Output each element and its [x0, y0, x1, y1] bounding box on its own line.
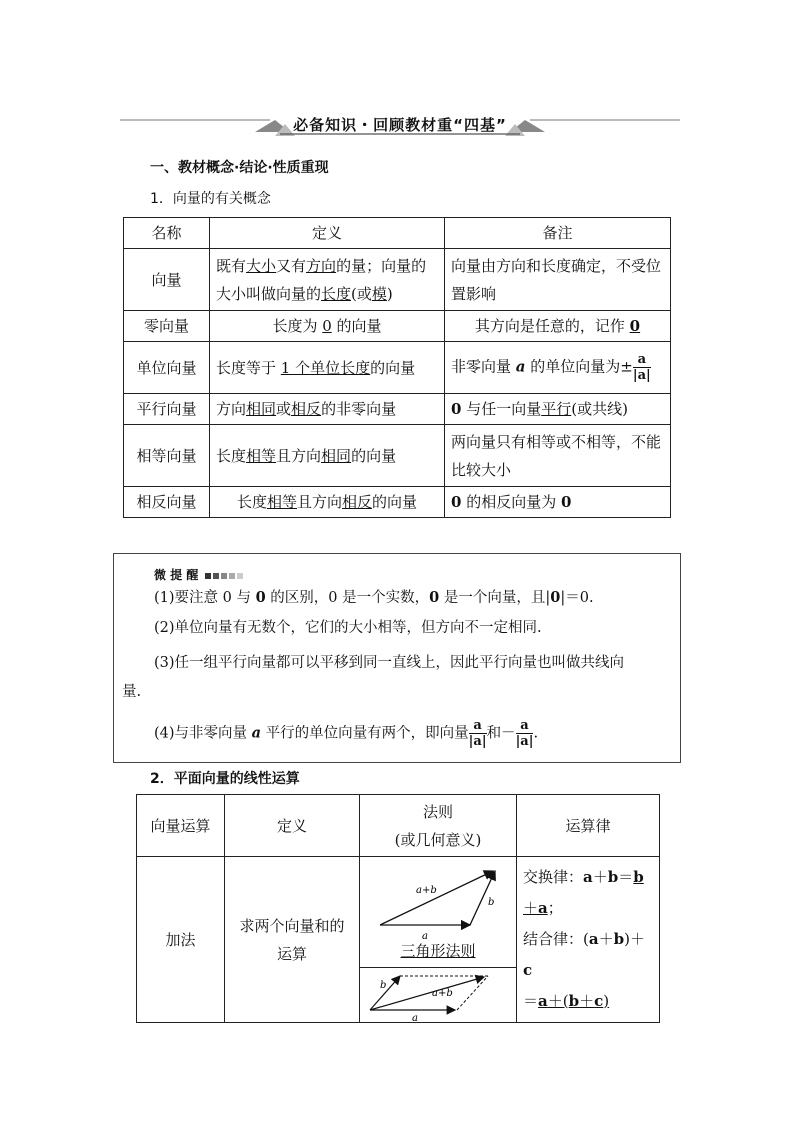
tip-item-1: (1)要注意 0 与 0 的区别，0 是一个实数，0 是一个向量，且|0|＝0.	[154, 589, 594, 606]
commutative-law: 交换律：a＋b＝b ＋a；	[523, 868, 644, 917]
tip-item-3-cont: 量.	[122, 684, 142, 700]
header-definition: 定义	[225, 795, 360, 857]
parallelogram-rule-diagram	[360, 968, 517, 1022]
row-note: 0 与任一向量平行(或共线)	[445, 394, 671, 425]
banner-title: 必备知识・回顾教材重“四基”	[293, 116, 507, 134]
vector-concepts-table	[123, 217, 671, 518]
row-note: 非零向量 a 的单位向量为± $\frac{a}{|a|}$	[445, 342, 671, 394]
row-definition: 长度等于 1 个单位长度的向量	[210, 342, 445, 394]
tri-label-sum: a+b	[416, 885, 437, 896]
table-row	[124, 487, 671, 518]
op-laws	[517, 857, 660, 1023]
table-row	[124, 342, 671, 394]
triangle-rule-diagram	[360, 863, 517, 943]
para-label-sum: a+b	[432, 988, 453, 999]
section1-heading: 一、教材概念·结论·性质重现	[150, 160, 329, 176]
table-header-row	[137, 795, 660, 857]
table-row	[137, 857, 660, 1023]
row-note: 0 的相反向量为 0	[445, 487, 671, 518]
op-rule	[360, 857, 517, 1023]
header-note: 备注	[445, 218, 671, 249]
row-definition: 长度相等且方向相反的向量	[210, 487, 445, 518]
tip-box	[113, 553, 681, 763]
table-row	[124, 311, 671, 342]
row-name: 相反向量	[124, 487, 210, 518]
tip-item-4: (4)与非零向量 a 平行的单位向量有两个，即向量 $\frac{a}{|a|}$ 和－ $\frac{a}{|a|}$ .	[154, 718, 539, 749]
row-definition: 方向相同或相反的非零向量	[210, 394, 445, 425]
para-label-b: b	[380, 980, 387, 991]
header-name: 名称	[124, 218, 210, 249]
table-header-row	[124, 218, 671, 249]
tip-title: 微 提 醒	[154, 566, 243, 583]
tip-item-3: (3)任一组平行向量都可以平移到同一直线上，因此平行向量也叫做共线向	[154, 655, 625, 671]
triangle-rule-label: 三角形法则	[400, 942, 476, 960]
header-definition: 定义	[210, 218, 445, 249]
row-definition: 长度为 0 的向量	[210, 311, 445, 342]
row-definition: 既有大小又有方向的量；向量的大小叫做向量的长度(或模)	[210, 249, 445, 311]
row-note: 其方向是任意的，记作 0	[445, 311, 671, 342]
row-note: 两向量只有相等或不相等，不能比较大小	[445, 425, 671, 487]
unit-vector-fraction-neg: $\frac{a}{|a|}$	[515, 718, 534, 749]
row-name: 相等向量	[124, 425, 210, 487]
tri-label-a: a	[422, 931, 428, 942]
section-banner	[120, 108, 680, 138]
tip-item-2: (2)单位向量有无数个，它们的大小相等，但方向不一定相同.	[154, 620, 542, 636]
associative-law: 结合律：(a＋b)＋c ＝a＋(b＋c)	[523, 930, 645, 1010]
header-laws: 运算律	[517, 795, 660, 857]
row-name: 向量	[124, 249, 210, 311]
unit-vector-fraction: $\frac{a}{|a|}$	[468, 718, 487, 749]
row-definition: 长度相等且方向相同的向量	[210, 425, 445, 487]
header-operation: 向量运算	[137, 795, 225, 857]
op-definition: 求两个向量和的 运算	[225, 857, 360, 1023]
row-name: 单位向量	[124, 342, 210, 394]
tri-label-b: b	[488, 897, 495, 908]
op-name: 加法	[137, 857, 225, 1023]
section2-subheading: 2．平面向量的线性运算	[150, 771, 300, 787]
section1-subheading: 1．向量的有关概念	[150, 191, 271, 207]
row-name: 平行向量	[124, 394, 210, 425]
row-note: 向量由方向和长度确定，不受位置影响	[445, 249, 671, 311]
header-rule: 法则 (或几何意义)	[360, 795, 517, 857]
linear-operations-table	[136, 794, 660, 1023]
table-row	[124, 394, 671, 425]
table-row	[124, 249, 671, 311]
unit-vector-fraction: $\frac{a}{|a|}$	[632, 352, 651, 383]
para-label-a: a	[412, 1013, 418, 1022]
table-row	[124, 425, 671, 487]
row-name: 零向量	[124, 311, 210, 342]
